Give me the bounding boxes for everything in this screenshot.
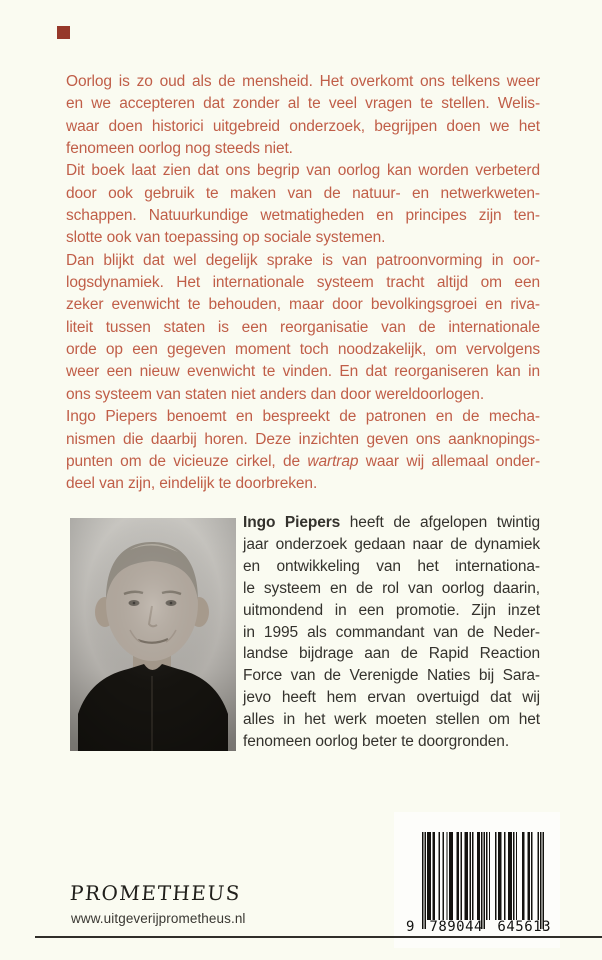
text-line: [243, 556, 540, 578]
text-line: [66, 429, 540, 451]
text-line: [66, 361, 540, 383]
text-segment: alles in het werk moeten stellen om het: [243, 711, 540, 729]
text-segment: jevo heeft hem ervan overtuigd dat wij: [243, 689, 540, 707]
text-segment: jaar onderzoek gedaan naar de dynamiek: [243, 535, 540, 553]
text-segment: punten om de vicieuze cirkel, de: [66, 452, 308, 470]
isbn-group-1: 9: [406, 919, 415, 935]
text-segment: Oorlog is zo oud als de mensheid. Het overkomt ons telkens weer: [66, 73, 540, 90]
text-line: [243, 534, 540, 556]
text-segment: deel van zijn, eindelijk te doorbreken.: [66, 475, 318, 493]
text-line: [66, 317, 540, 339]
text-line: [66, 183, 540, 205]
red-accent-square: [57, 26, 70, 39]
text-line: [66, 294, 540, 316]
text-segment: liteit tussen staten is een reorganisatie van de internationale: [66, 318, 540, 336]
text-segment: fenomeen oorlog nog steeds niet.: [66, 140, 293, 158]
text-line: [243, 709, 540, 731]
text-line: [66, 473, 540, 495]
text-segment: heeft de afgelopen twintig: [340, 514, 540, 531]
text-segment: nismen die daarbij horen. Deze inzichten geven ons aanknopings-: [66, 430, 540, 448]
text-segment: landse bijdrage aan de Rapid Reaction: [243, 645, 540, 663]
publisher-logo: PROMETHEUS: [69, 881, 242, 905]
text-segment: zeker evenwicht te behouden, maar door bevolkingsgroei en riva-: [66, 296, 540, 314]
text-segment: Dit boek laat zien dat ons begrip van oorlog kan worden verbeterd: [66, 162, 540, 180]
text-segment: waar doen historici uitgebreid onderzoek, begrijpen doen we het: [66, 117, 540, 135]
publisher-website: www.uitgeverijprometheus.nl: [71, 911, 246, 926]
author-photo: [70, 518, 236, 751]
text-line: [243, 512, 540, 534]
text-line: [243, 665, 540, 687]
text-segment: in 1995 als commandant van de Neder-: [243, 623, 540, 641]
isbn-group-2: 789044: [429, 919, 483, 935]
text-line: [66, 160, 540, 182]
text-line: [66, 71, 540, 93]
text-segment: ons systeem van staten niet anders dan door wereldoorlogen.: [66, 385, 485, 403]
text-line: [66, 138, 540, 160]
text-segment: Dan blijkt dat wel degelijk sprake is van patroonvorming in oor-: [66, 251, 540, 269]
isbn-number: [406, 919, 551, 935]
text-line: [243, 731, 540, 753]
text-segment: weer een nieuw evenwicht te vinden. En dat reorganiseren kan in: [66, 363, 540, 381]
text-line: [66, 451, 540, 473]
text-line: [66, 406, 540, 428]
back-cover-blurb: [66, 71, 540, 496]
barcode-panel: [394, 812, 560, 948]
text-line: [66, 93, 540, 115]
text-segment: orde op een gegeven moment toch noodzakelijk, om vervolgens: [66, 341, 540, 359]
author-bio: [243, 512, 540, 753]
text-segment: uitmondend in een promotie. Zijn inzet: [243, 601, 540, 619]
text-line: [243, 578, 540, 600]
text-segment: logsdynamiek. Het internationale systeem tracht altijd om een: [66, 274, 540, 292]
text-segment: waar wij allemaal onder-: [358, 452, 541, 470]
text-segment: Ingo Piepers benoemt en bespreekt de patronen en de mecha-: [66, 408, 540, 426]
text-line: [66, 116, 540, 138]
text-segment: slotte ook van toepassing op sociale systemen.: [66, 229, 386, 247]
text-segment: en we accepteren dat zonder al te veel vragen te stellen. Welis-: [66, 95, 540, 113]
text-line: [66, 250, 540, 272]
text-segment: fenomeen oorlog beter te doorgronden.: [243, 733, 510, 751]
text-line: [66, 227, 540, 249]
barcode-bars: [422, 832, 544, 932]
text-segment: schappen. Natuurkundige wetmatigheden en principes zijn ten-: [66, 207, 540, 225]
text-segment: Force van de Verenigde Naties bij Sara-: [243, 667, 540, 685]
text-segment: door ook gebruik te maken van de natuur- en netwerkweten-: [66, 184, 540, 202]
isbn-group-3: 645613: [497, 919, 551, 935]
text-segment: Ingo Piepers: [243, 514, 341, 531]
author-portrait-graphic: [70, 518, 236, 751]
text-line: [66, 205, 540, 227]
text-line: [243, 600, 540, 622]
text-line: [243, 687, 540, 709]
text-line: [243, 643, 540, 665]
text-segment: le systeem en de rol van oorlog daarin,: [243, 579, 540, 597]
text-line: [66, 272, 540, 294]
text-segment: en ontwikkeling van het internationa-: [243, 557, 540, 575]
text-line: [66, 384, 540, 406]
text-line: [66, 339, 540, 361]
text-segment: wartrap: [307, 452, 359, 470]
text-line: [243, 622, 540, 644]
bottom-rule: [35, 936, 602, 938]
